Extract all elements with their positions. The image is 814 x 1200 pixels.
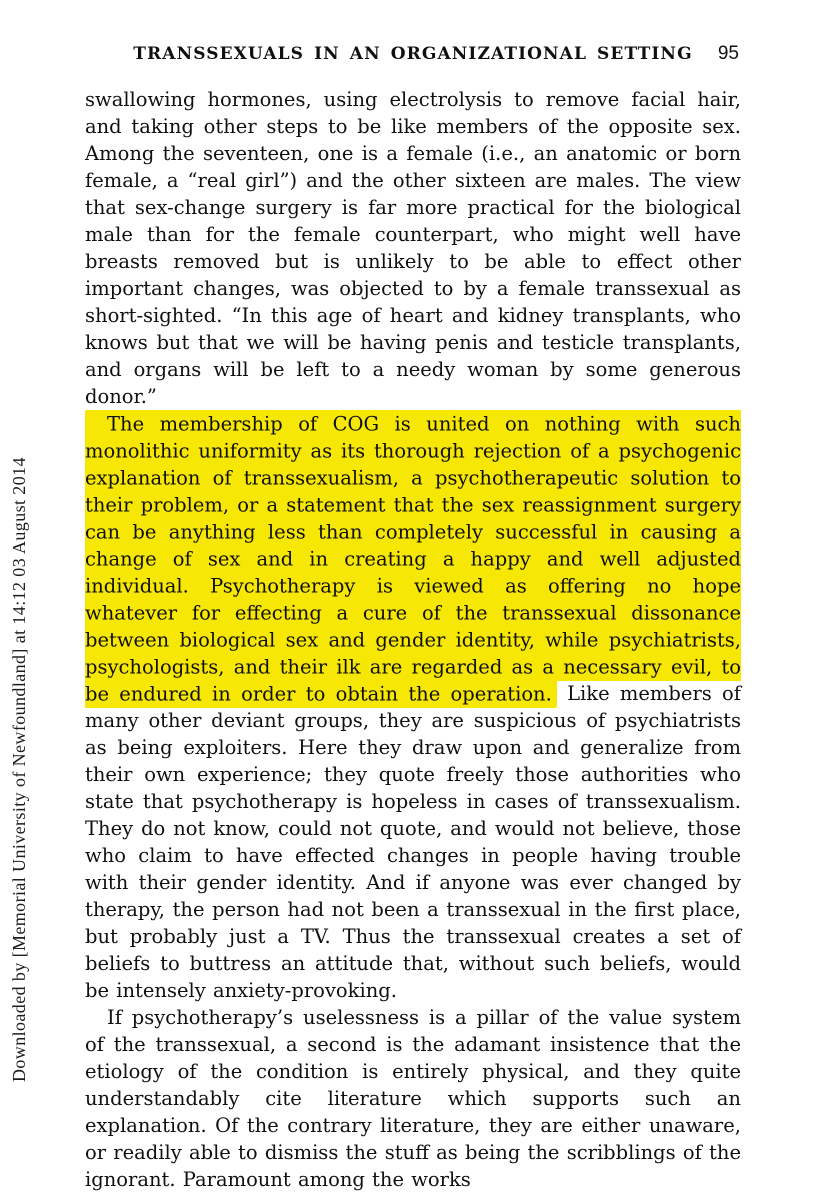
- paragraph: If psychotherapy’s uselessness is a pillar of the value system of the transsexual, a second is the adamant insistence that the etiology of the condition is entirely physical, and they quite understandably cite literature which supports such an explanation. Of the contrary literature, they are either unaware, or readily able to dismiss the stuff as being the scribblings of the ignorant. Paramount among the works: [85, 1006, 741, 1191]
- page-number: 95: [717, 43, 739, 64]
- paragraph-rest: Like members of many other deviant groups, they are suspicious of psychiatrists as being exploiters. Here they draw upon and generalize from their own experience; they quote freely those authorities who state that psychotherapy is hopeless in cases of transsexualism. They do not know, could not quote, and would not believe, those who claim to have effected changes in people having trouble with their gender identity. And if anyone was ever changed by therapy, the person had not been a transsexual in the first place, but probably just a TV. Thus the transsexual creates a set of beliefs to buttress an attitude that, without such beliefs, would be intensely anxiety-provoking.: [85, 682, 741, 1002]
- page-header: [85, 44, 741, 70]
- page-body: [85, 86, 741, 1193]
- download-watermark: [9, 382, 35, 1082]
- paragraph-with-highlight: [85, 410, 741, 1004]
- paragraph-continuation-from-previous-page: swallowing hormones, using electrolysis to remove facial hair, and taking other steps to be like members of the opposite sex. Among the seventeen, one is a female (i.e., an anatomic or born female, a “real girl”) and the other sixteen are males. The view that sex-change surgery is far more practical for the biological male than for the female counterpart, who might well have breasts removed but is unlikely to be able to effect other important changes, was objected to by a female transsexual as short-sighted. “In this age of heart and kidney transplants, who knows but that we will be having penis and testicle transplants, and organs will be left to a needy woman by some generous donor.”: [85, 88, 741, 408]
- highlighted-passage: The membership of COG is united on nothing with such monolithic uniformity as its thorough rejection of a psychogenic explanation of transsexualism, a psychotherapeutic solution to their problem, or a statement that the sex reassignment surgery can be anything less than completely successful in causing a change of sex and in creating a happy and well adjusted individual. Psychotherapy is viewed as offering no hope whatever for effecting a cure of the transsexual dissonance between biological sex and gender identity, while psychiatrists, psychologists, and their ilk are regarded as a necessary evil, to be endured in order to obtain the operation.: [85, 410, 741, 709]
- running-title: TRANSSEXUALS IN AN ORGANIZATIONAL SETTING: [133, 44, 693, 64]
- watermark-text: Downloaded by [Memorial University of Newfoundland] at 14:12 03 August 2014: [9, 457, 29, 1082]
